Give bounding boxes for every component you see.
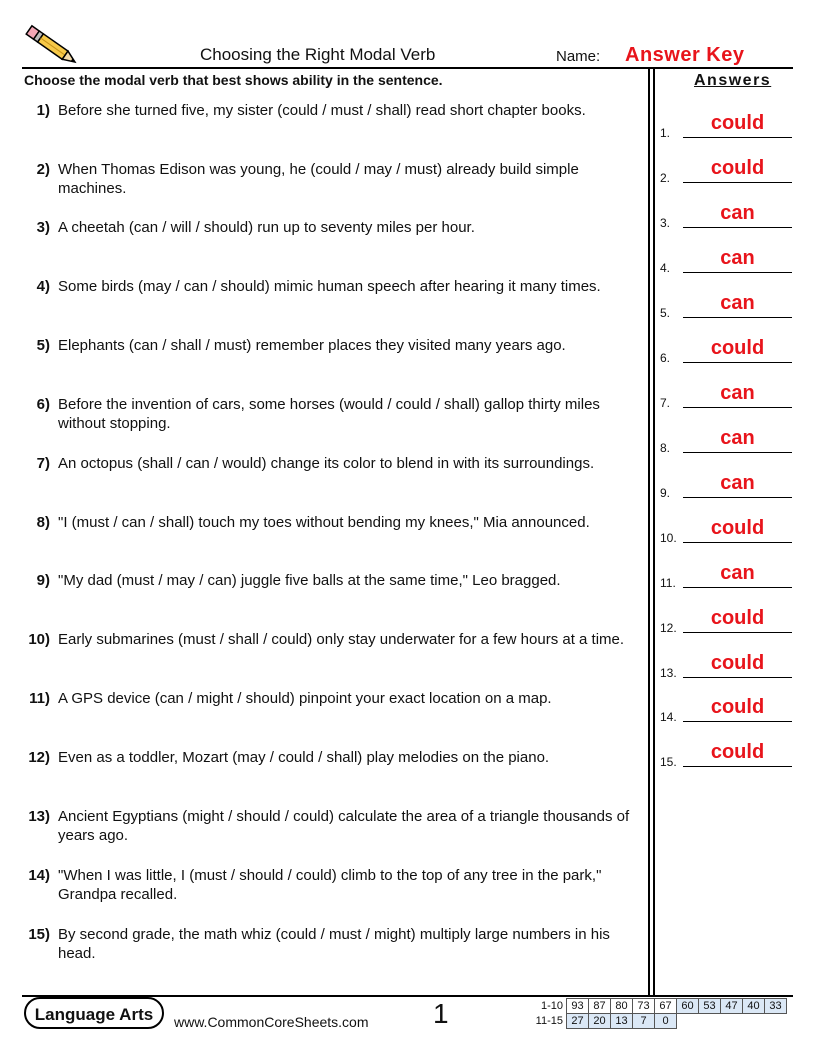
answer-number: 5.	[660, 306, 671, 320]
answer-line	[658, 519, 792, 543]
page-title: Choosing the Right Modal Verb	[200, 45, 436, 64]
answer-underline	[683, 362, 792, 363]
page-number: 1	[433, 998, 449, 1029]
question-number: 6)	[36, 396, 50, 413]
answer-value: can	[720, 292, 755, 314]
answer-number: 2.	[660, 171, 671, 185]
question-number: 7)	[36, 455, 50, 472]
header-divider	[22, 67, 793, 69]
answer-underline	[683, 721, 792, 722]
question-number: 4)	[36, 278, 50, 295]
pencil-icon	[22, 22, 82, 70]
answer-line	[658, 474, 792, 498]
question-number: 1)	[36, 102, 50, 119]
website-link[interactable]: www.CommonCoreSheets.com	[174, 1014, 369, 1030]
question-text: Before the invention of cars, some horses (would / could / shall) gallop thirty miles without stopping.	[58, 396, 600, 432]
answer-value: can	[720, 472, 755, 494]
answer-underline	[683, 182, 792, 183]
answer-number: 12.	[660, 621, 677, 635]
score-row-label: 11-15	[535, 1015, 563, 1027]
question-number: 14)	[28, 867, 50, 884]
score-cell: 40	[743, 999, 765, 1014]
answer-number: 7.	[660, 396, 671, 410]
answer-line	[658, 339, 792, 363]
answer-underline	[683, 587, 792, 588]
answer-number: 15.	[660, 755, 677, 769]
answer-number: 13.	[660, 666, 677, 680]
answer-line	[658, 249, 792, 273]
answer-line	[658, 114, 792, 138]
score-cell: 47	[721, 999, 743, 1014]
score-cell: 87	[589, 999, 611, 1014]
answer-line	[658, 609, 792, 633]
question-text: "When I was little, I (must / should / could) climb to the top of any tree in the park," Grandpa recalled.	[58, 867, 602, 903]
score-cell: 33	[765, 999, 787, 1014]
answer-value: can	[720, 382, 755, 404]
answer-underline	[683, 407, 792, 408]
question-text: Elephants (can / shall / must) remember places they visited many years ago.	[58, 337, 566, 354]
question-number: 15)	[28, 926, 50, 943]
answer-underline	[683, 137, 792, 138]
question-number: 8)	[36, 514, 50, 531]
answer-underline	[683, 677, 792, 678]
answer-underline	[683, 632, 792, 633]
answer-key-label: Answer Key	[625, 44, 745, 66]
question-text: Before she turned five, my sister (could / must / shall) read short chapter books.	[58, 102, 586, 119]
score-cell: 73	[633, 999, 655, 1014]
answer-line	[658, 564, 792, 588]
answer-underline	[683, 317, 792, 318]
question-number: 2)	[36, 161, 50, 178]
question-number: 12)	[28, 749, 50, 766]
answer-line	[658, 654, 792, 678]
question-text: A GPS device (can / might / should) pinpoint your exact location on a map.	[58, 690, 552, 707]
answer-number: 1.	[660, 126, 671, 140]
question-text: Early submarines (must / shall / could) only stay underwater for a few hours at a time.	[58, 631, 625, 648]
answer-line	[658, 294, 792, 318]
question-text: An octopus (shall / can / would) change its color to blend in with its surroundings.	[58, 455, 595, 472]
question-number: 10)	[28, 631, 50, 648]
score-row	[527, 999, 787, 1014]
answer-value: could	[710, 112, 765, 134]
question-text: "My dad (must / may / can) juggle five balls at the same time," Leo bragged.	[58, 572, 561, 589]
question-number: 11)	[29, 690, 50, 707]
question-text: When Thomas Edison was young, he (could / may / must) already build simple machines.	[58, 161, 579, 197]
answer-value: could	[710, 157, 765, 179]
answer-underline	[683, 227, 792, 228]
question-text: Some birds (may / can / should) mimic human speech after hearing it many times.	[58, 278, 601, 295]
answer-number: 10.	[660, 531, 677, 545]
answers-heading: Answers	[694, 72, 772, 89]
instructions: Choose the modal verb that best shows ability in the sentence.	[24, 72, 443, 88]
answer-underline	[683, 497, 792, 498]
answer-number: 4.	[660, 261, 671, 275]
answer-value: can	[720, 247, 755, 269]
answer-line	[658, 429, 792, 453]
answer-line	[658, 698, 792, 722]
answer-underline	[683, 542, 792, 543]
score-cell: 7	[633, 1014, 655, 1029]
score-table	[527, 998, 787, 1029]
score-cell: 53	[699, 999, 721, 1014]
column-divider	[648, 68, 650, 996]
score-cell: 13	[611, 1014, 633, 1029]
answer-underline	[683, 766, 792, 767]
answer-value: could	[710, 652, 765, 674]
brand-badge: Language Arts	[24, 997, 164, 1029]
answer-value: can	[720, 562, 755, 584]
score-cell: 93	[567, 999, 589, 1014]
question-number: 3)	[36, 219, 50, 236]
score-cell: 60	[677, 999, 699, 1014]
answer-value: could	[710, 607, 765, 629]
answer-line	[658, 384, 792, 408]
answer-value: can	[720, 202, 755, 224]
question-number: 9)	[36, 572, 50, 589]
column-divider	[653, 68, 655, 996]
answer-line	[658, 204, 792, 228]
question-text: A cheetah (can / will / should) run up to seventy miles per hour.	[58, 219, 475, 236]
answer-value: could	[710, 696, 765, 718]
answer-line	[658, 159, 792, 183]
score-cell: 20	[589, 1014, 611, 1029]
score-cell: 27	[567, 1014, 589, 1029]
question-text: Ancient Egyptians (might / should / could) calculate the area of a triangle thousands of years ago.	[58, 808, 630, 844]
question-text: By second grade, the math whiz (could / must / might) multiply large numbers in his head.	[58, 926, 610, 962]
answer-underline	[683, 272, 792, 273]
answer-number: 14.	[660, 710, 677, 724]
score-row-label: 1-10	[540, 1000, 563, 1012]
answer-number: 6.	[660, 351, 671, 365]
answer-number: 9.	[660, 486, 671, 500]
score-row	[527, 1014, 787, 1029]
score-cell: 67	[655, 999, 677, 1014]
answer-number: 8.	[660, 441, 671, 455]
question-text: Even as a toddler, Mozart (may / could / shall) play melodies on the piano.	[58, 749, 550, 766]
answer-value: can	[720, 427, 755, 449]
score-cell: 0	[655, 1014, 677, 1029]
answer-value: could	[710, 741, 765, 763]
answer-underline	[683, 452, 792, 453]
answer-value: could	[710, 517, 765, 539]
answer-value: could	[710, 337, 765, 359]
question-number: 5)	[36, 337, 50, 354]
score-cell: 80	[611, 999, 633, 1014]
name-label: Name:	[556, 48, 601, 65]
answer-number: 11.	[660, 576, 676, 590]
answer-number: 3.	[660, 216, 671, 230]
question-number: 13)	[28, 808, 50, 825]
answer-line	[658, 743, 792, 767]
question-text: "I (must / can / shall) touch my toes without bending my knees," Mia announced.	[58, 514, 590, 531]
